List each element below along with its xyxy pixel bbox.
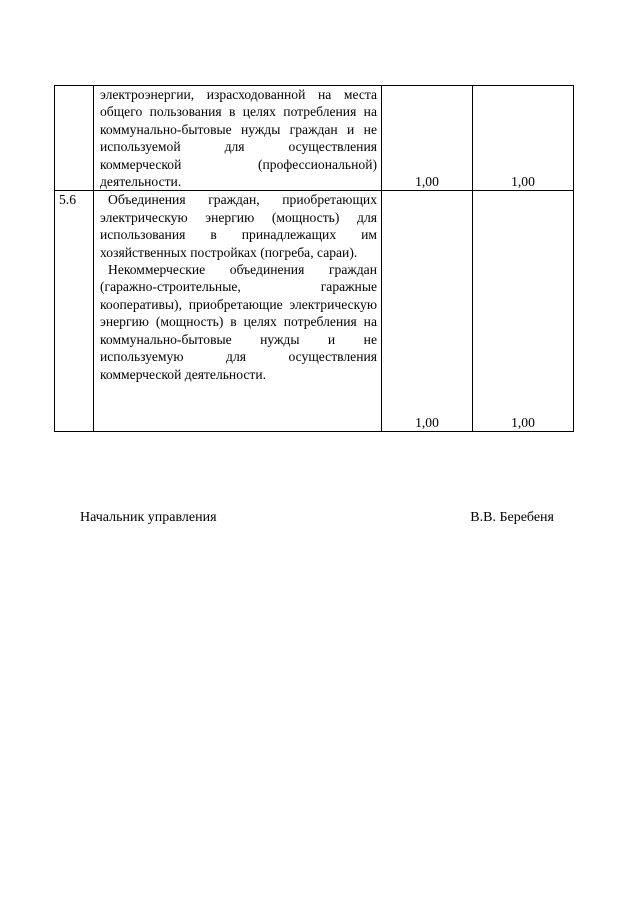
description-paragraph: электроэнергии, израсходованной на места общего пользования в целях потребления на коммунально-бытовые нужды граждан и не используемой для осуществления коммерческой (профессиональной) деятельности. (100, 87, 377, 190)
value-cell-2 (473, 86, 574, 191)
signatory-position: Начальник управления (80, 510, 217, 525)
table-row (55, 86, 574, 191)
value-cell-1 (382, 86, 473, 191)
table-row (55, 191, 574, 432)
description-paragraph: Некоммерческие объединения граждан (гаражно-строительные, гаражные кооперативы), приобретающие электрическую энергию (мощность) в целях потребления на коммунально-бытовые нужды и не используемую для осуществления коммерческой деятельности. (100, 262, 377, 382)
coefficient-value: 1,00 (511, 174, 535, 190)
value-cell-1 (382, 191, 473, 432)
row-description (94, 86, 382, 191)
row-number (55, 86, 94, 191)
value-cell-2 (473, 191, 574, 432)
signatory-name: В.В. Беребеня (470, 510, 554, 525)
row-description (94, 191, 382, 432)
tariff-table (54, 85, 574, 432)
coefficient-value: 1,00 (415, 415, 439, 431)
row-number: 5.6 (55, 191, 94, 432)
description-paragraph: Объединения граждан, приобретающих электрическую энергию (мощность) для использования в принадлежащих им хозяйственных постройках (погреба, сараи). (100, 192, 377, 260)
coefficient-value: 1,00 (511, 415, 535, 431)
coefficient-value: 1,00 (415, 174, 439, 190)
